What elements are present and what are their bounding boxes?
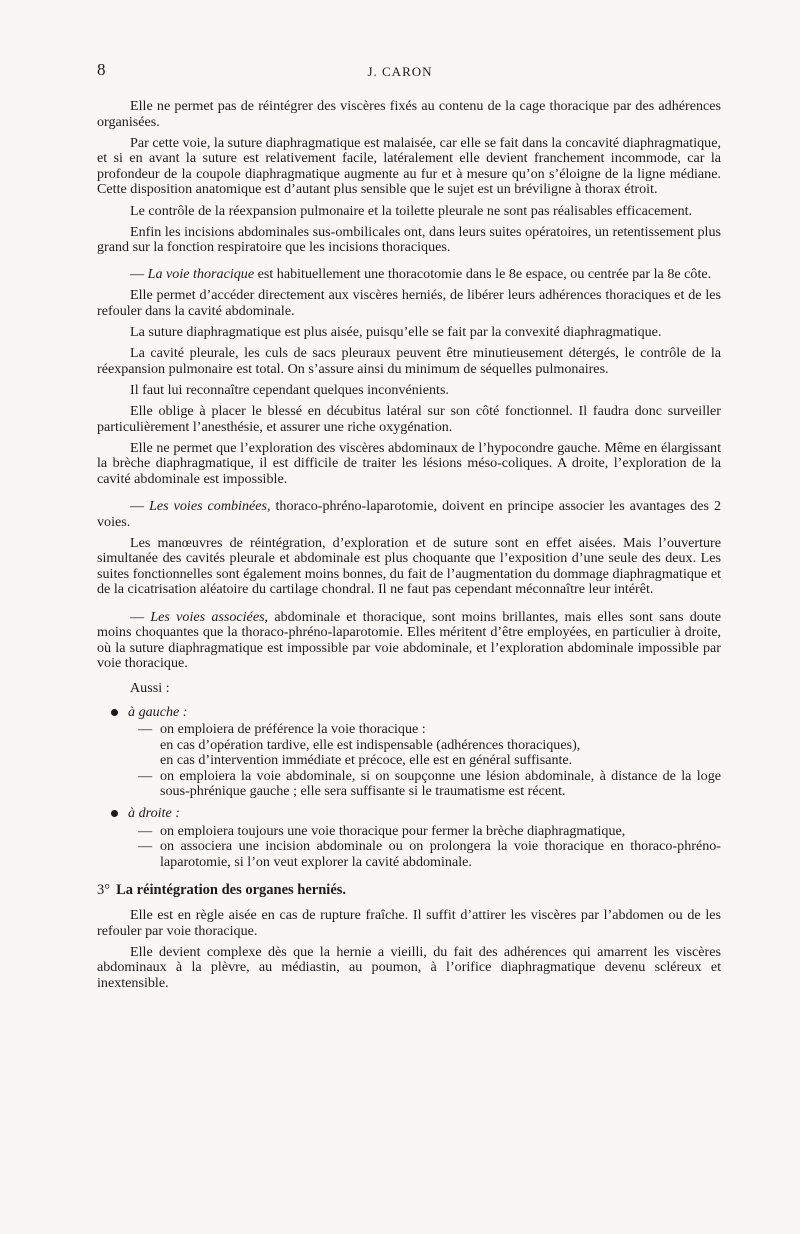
list-line: on emploiera de préférence la voie thoracique :	[160, 721, 426, 738]
thoracique-rest: est habituellement une thoracotomie dans le 8e espace, ou centrée par la 8e côte.	[254, 266, 712, 283]
paragraph: Elle ne permet pas de réintégrer des viscères fixés au contenu de la cage thoracique par des adhérences organisées.	[97, 98, 721, 130]
paragraph: Elle devient complexe dès que la hernie a vieilli, du fait des adhérences qui amarrent les viscères abdominaux à la plèvre, au médiastin, au poumon, à l’orifice diaphragmatique devenu scléreux et inextensible.	[97, 943, 721, 991]
dash: —	[138, 838, 153, 855]
paragraph: Elle oblige à placer le blessé en décubitus latéral sur son côté fonctionnel. Il faudra donc surveiller particulièrement l’anesthésie, et assurer une riche oxygénation.	[97, 403, 721, 435]
aussi-label: Aussi :	[130, 679, 170, 696]
thoracique-intro	[97, 267, 721, 283]
list-line: en cas d’intervention immédiate et précoce, elle est en général suffisante.	[160, 752, 573, 769]
droite-heading	[111, 806, 721, 822]
dash: —	[138, 767, 153, 784]
paragraph: Par cette voie, la suture diaphragmatique est malaisée, car elle se fait dans la concavité diaphragmatique, et si en avant la suture est relativement facile, latéralement elle devient franchement incommode, car la profondeur de la coupole diaphragmatique augmente au fur et à mesure qu’on s’éloigne de la ligne médiane. Cette disposition anatomique est d’autant plus sensible que le sujet est un bréviligne à thorax étroit.	[97, 134, 721, 198]
list-item	[97, 839, 721, 870]
associees-rest: abdominale et thoracique, sont moins brillantes, mais elles sont sans doute moins choquantes que la thoraco-phréno-laparotomie. Elles méritent d’être employées, en particulier à droite, où la suture diaphragmatique est impossible par voie abdominale, et l’exploration abdominale impossible par voie thoracique.	[97, 608, 721, 672]
combinees-label: Les voies combinées,	[149, 497, 271, 514]
page-number: 8	[97, 60, 106, 79]
list-line: on associera une incision abdominale ou on prolongera la voie thoracique en thoraco-phréno-laparotomie, si l’on veut explorer la cavité abdominale.	[160, 838, 721, 870]
list-item	[97, 722, 721, 769]
paragraph: Elle est en règle aisée en cas de rupture fraîche. Il suffit d’attirer les viscères par l’abdomen ou de les refouler par voie thoracique.	[97, 907, 721, 939]
droite-label: à droite :	[128, 805, 180, 822]
gauche-heading	[111, 705, 721, 721]
gauche-label: à gauche :	[128, 703, 188, 720]
dash: —	[130, 497, 145, 514]
paragraph: Elle permet d’accéder directement aux viscères herniés, de libérer leurs adhérences thoraciques et de les refouler dans la cavité abdominale.	[97, 287, 721, 320]
list-item	[97, 769, 721, 800]
associees-label: Les voies associées,	[150, 608, 269, 625]
associees-intro	[97, 610, 721, 672]
paragraph: La suture diaphragmatique est plus aisée, puisqu’elle se fait par la convexité diaphragmatique.	[130, 324, 662, 341]
running-head: J. CARON	[367, 64, 433, 79]
thoracique-label: La voie thoracique	[147, 266, 255, 283]
list-line: on emploiera toujours une voie thoracique pour fermer la brèche diaphragmatique,	[160, 822, 626, 839]
bullet-icon	[111, 709, 118, 716]
section-number: 3°	[97, 882, 111, 899]
paragraph: Enfin les incisions abdominales sus-ombilicales ont, dans leurs suites opératoires, un retentissement plus grand sur la fonction respiratoire que les incisions thoraciques.	[97, 223, 721, 256]
droite-list	[97, 824, 721, 871]
paragraph: Elle ne permet que l’exploration des viscères abdominaux de l’hypocondre gauche. Même en élargissant la brèche diaphragmatique, il est difficile de traiter les lésions méso-coliques. A droite, l’exploration de la cavité abdominale est impossible.	[97, 439, 721, 487]
page-body	[97, 99, 721, 997]
dash: —	[138, 721, 153, 738]
paragraph: Le contrôle de la réexpansion pulmonaire et la toilette pleurale ne sont pas réalisables efficacement.	[130, 202, 693, 219]
list-line: en cas d’opération tardive, elle est indispensable (adhérences thoraciques),	[160, 736, 581, 753]
gauche-list	[97, 722, 721, 800]
list-item	[97, 824, 721, 840]
list-line: on emploiera la voie abdominale, si on soupçonne une lésion abdominale, à distance de la loge sous-phrénique gauche ; elle sera suffisante si le traumatisme est récent.	[160, 767, 721, 800]
dash: —	[130, 608, 145, 625]
paragraph: La cavité pleurale, les culs de sacs pleuraux peuvent être minutieusement détergés, le contrôle de la réexpansion pulmonaire est total. On s’assure ainsi du minimum de séquelles pulmonaires.	[97, 345, 721, 377]
section-title: La réintégration des organes herniés.	[116, 882, 347, 899]
section-heading	[97, 883, 721, 899]
combinees-intro	[97, 499, 721, 530]
dash: —	[138, 822, 153, 839]
combinees-rest: thoraco-phréno-laparotomie, doivent en principe associer les avantages des 2 voies.	[97, 497, 721, 530]
paragraph: Les manœuvres de réintégration, d’exploration et de suture sont en effet aisées. Mais l’ouverture simultanée des cavités pleurale et abdominale est plus choquante que l’exposition d’une seule des deux. Les suites fonctionnelles sont également moins bonnes, du fait de l’augmentation du dommage diaphragmatique et de la cicatrisation aléatoire du cartilage chondral. Il ne faut pas cependant méconnaître leur intérêt.	[97, 534, 721, 598]
bullet-icon	[111, 810, 118, 817]
dash: —	[130, 266, 145, 283]
paragraph: Il faut lui reconnaître cependant quelques inconvénients.	[130, 381, 449, 398]
